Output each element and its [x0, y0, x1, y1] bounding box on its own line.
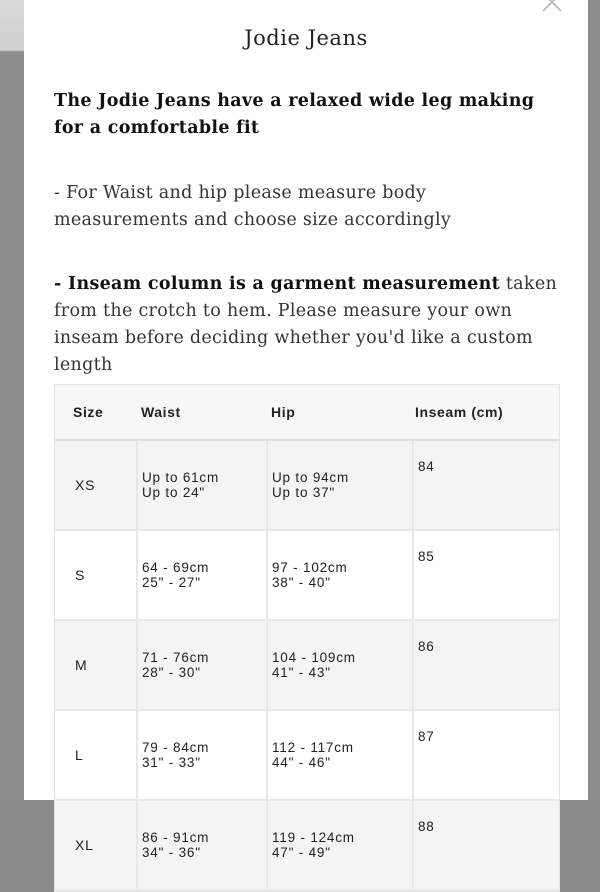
- waist-hip-note: - For Waist and hip please measure body measurements and choose size accordingly: [54, 183, 452, 230]
- cell-waist: 64 - 69cm 25" - 27": [137, 530, 267, 620]
- cell-waist: 79 - 84cm 31" - 33": [137, 710, 267, 800]
- cell-inseam: 86: [413, 620, 559, 710]
- inseam-note-rest: taken from the crotch to hem. Please measure your own inseam before deciding whether you'd like a custom length: [54, 274, 558, 375]
- header-inseam: Inseam (cm): [413, 385, 559, 440]
- header-size: Size: [55, 385, 137, 440]
- fit-description: The Jodie Jeans have a relaxed wide leg making for a comfortable fit: [54, 91, 535, 138]
- header-hip: Hip: [267, 385, 413, 440]
- cell-hip: 119 - 124cm 47" - 49": [267, 800, 413, 890]
- cell-waist: 71 - 76cm 28" - 30": [137, 620, 267, 710]
- inseam-note-bold: - Inseam column is a garment measurement: [54, 274, 500, 294]
- table-row: [55, 710, 559, 800]
- modal-title: Jodie Jeans: [244, 26, 368, 50]
- table-row: [55, 620, 559, 710]
- header-waist: Waist: [137, 385, 267, 440]
- cell-hip: 97 - 102cm 38" - 40": [267, 530, 413, 620]
- table-row: [55, 800, 559, 890]
- cell-hip: Up to 94cm Up to 37": [267, 440, 413, 530]
- table-row: [55, 530, 559, 620]
- cell-inseam: 87: [413, 710, 559, 800]
- size-chart-modal: [24, 0, 588, 860]
- cell-hip: 104 - 109cm 41" - 43": [267, 620, 413, 710]
- cell-size: XL: [55, 800, 137, 890]
- cell-waist: 86 - 91cm 34" - 36": [137, 800, 267, 890]
- cell-size: S: [55, 530, 137, 620]
- cell-size: M: [55, 620, 137, 710]
- close-button[interactable]: [540, 0, 564, 14]
- size-table: [54, 384, 560, 892]
- table-row: [55, 440, 559, 530]
- page-backdrop-right: [588, 0, 600, 800]
- cell-size: L: [55, 710, 137, 800]
- cell-size: XS: [55, 440, 137, 530]
- inseam-note: [54, 271, 560, 379]
- cell-waist: Up to 61cm Up to 24": [137, 440, 267, 530]
- cell-hip: 112 - 117cm 44" - 46": [267, 710, 413, 800]
- cell-inseam: 85: [413, 530, 559, 620]
- page-backdrop-left: [0, 0, 24, 800]
- cell-inseam: 88: [413, 800, 559, 890]
- cell-inseam: 84: [413, 440, 559, 530]
- table-header-row: [55, 385, 559, 440]
- close-icon: [540, 0, 564, 14]
